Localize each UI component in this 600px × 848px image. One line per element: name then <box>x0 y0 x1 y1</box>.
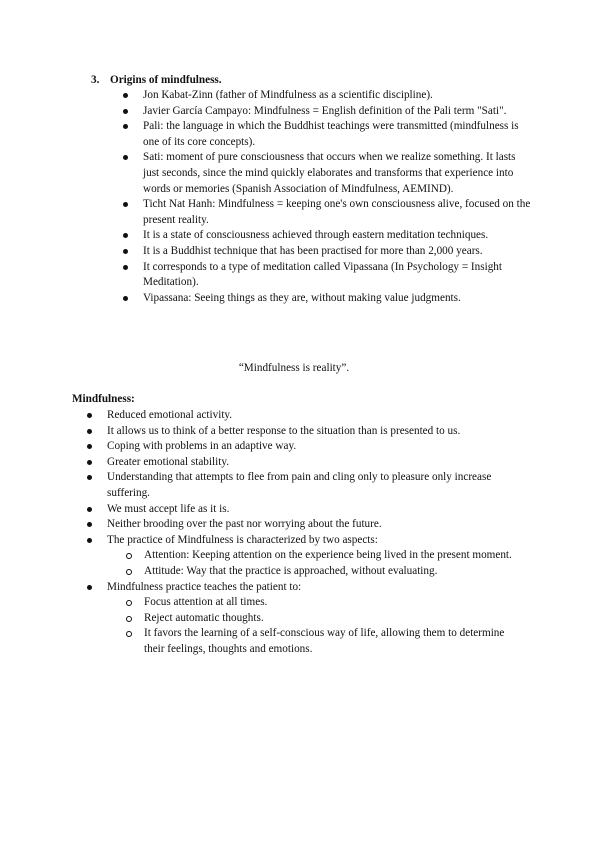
sublist-item: Attention: Keeping attention on the experience being lived in the present moment. <box>144 548 527 564</box>
list-item: Vipassana: Seeing things as they are, without making value judgments. <box>143 291 533 307</box>
list-item: It corresponds to a type of meditation called Vipassana (In Psychology = Insight Meditation). <box>143 260 533 291</box>
list-item: Sati: moment of pure consciousness that occurs when we realize something. It lasts just seconds, since the mind quickly elaborates and transforms that experience into words or memories (Spanish Association of Mindfulness, AEMIND). <box>143 150 533 197</box>
bullet-icon <box>87 522 92 527</box>
list-item: Coping with problems in an adaptive way. <box>107 439 527 455</box>
bullet-icon <box>87 460 92 465</box>
section-number: 3. <box>91 74 100 86</box>
ring-bullet-icon <box>126 600 132 606</box>
bullet-icon <box>87 507 92 512</box>
origins-list <box>143 88 533 306</box>
bullet-icon <box>123 109 128 114</box>
sublist-item: Focus attention at all times. <box>144 595 527 611</box>
bullet-icon <box>87 444 92 449</box>
quote: “Mindfulness is reality”. <box>238 362 350 374</box>
section-heading <box>91 73 222 89</box>
list-item: Mindfulness practice teaches the patient to: Focus attention at all times. Reject automatic thoughts. It favors the learning of a self-conscious way of life, allowing them to determine their feelings, thoughts and emotions. <box>107 580 527 658</box>
mindfulness-heading: Mindfulness: <box>72 393 135 405</box>
list-item: We must accept life as it is. <box>107 502 527 518</box>
sublist-item: Attitude: Way that the practice is approached, without evaluating. <box>144 564 527 580</box>
list-item: Pali: the language in which the Buddhist teachings were transmitted (mindfulness is one of its core concepts). <box>143 119 533 150</box>
bullet-icon <box>87 585 92 590</box>
list-item: It allows us to think of a better response to the situation than is presented to us. <box>107 424 527 440</box>
list-item: Neither brooding over the past nor worrying about the future. <box>107 517 527 533</box>
bullet-icon <box>123 265 128 270</box>
list-item: Javier García Campayo: Mindfulness = English definition of the Pali term "Sati". <box>143 104 533 120</box>
list-item: Ticht Nat Hanh: Mindfulness = keeping one's own consciousness alive, focused on the present reality. <box>143 197 533 228</box>
bullet-icon <box>123 155 128 160</box>
sublist-item: Reject automatic thoughts. <box>144 611 527 627</box>
bullet-icon <box>123 93 128 98</box>
bullet-icon <box>123 233 128 238</box>
sublist-item: It favors the learning of a self-conscious way of life, allowing them to determine their feelings, thoughts and emotions. <box>144 626 527 657</box>
list-item: It is a Buddhist technique that has been practised for more than 2,000 years. <box>143 244 533 260</box>
list-item: Greater emotional stability. <box>107 455 527 471</box>
list-item: Jon Kabat-Zinn (father of Mindfulness as a scientific discipline). <box>143 88 533 104</box>
list-item: The practice of Mindfulness is characterized by two aspects: Attention: Keeping attention on the experience being lived in the present moment. Attitude: Way that the practice is approached, without evaluating. <box>107 533 527 580</box>
mindfulness-list <box>107 408 527 658</box>
bullet-icon <box>123 296 128 301</box>
practice-sublist <box>144 595 527 657</box>
bullet-icon <box>123 202 128 207</box>
ring-bullet-icon <box>126 631 132 637</box>
bullet-icon <box>87 429 92 434</box>
list-item: Reduced emotional activity. <box>107 408 527 424</box>
bullet-icon <box>123 124 128 129</box>
ring-bullet-icon <box>126 553 132 559</box>
aspects-sublist <box>144 548 527 579</box>
list-item: Understanding that attempts to flee from pain and cling only to pleasure only increase suffering. <box>107 470 527 501</box>
bullet-icon <box>87 475 92 480</box>
bullet-icon <box>87 413 92 418</box>
ring-bullet-icon <box>126 569 132 575</box>
ring-bullet-icon <box>126 616 132 622</box>
list-item: It is a state of consciousness achieved through eastern meditation techniques. <box>143 228 533 244</box>
section-title: Origins of mindfulness. <box>110 74 222 86</box>
bullet-icon <box>87 538 92 543</box>
bullet-icon <box>123 249 128 254</box>
